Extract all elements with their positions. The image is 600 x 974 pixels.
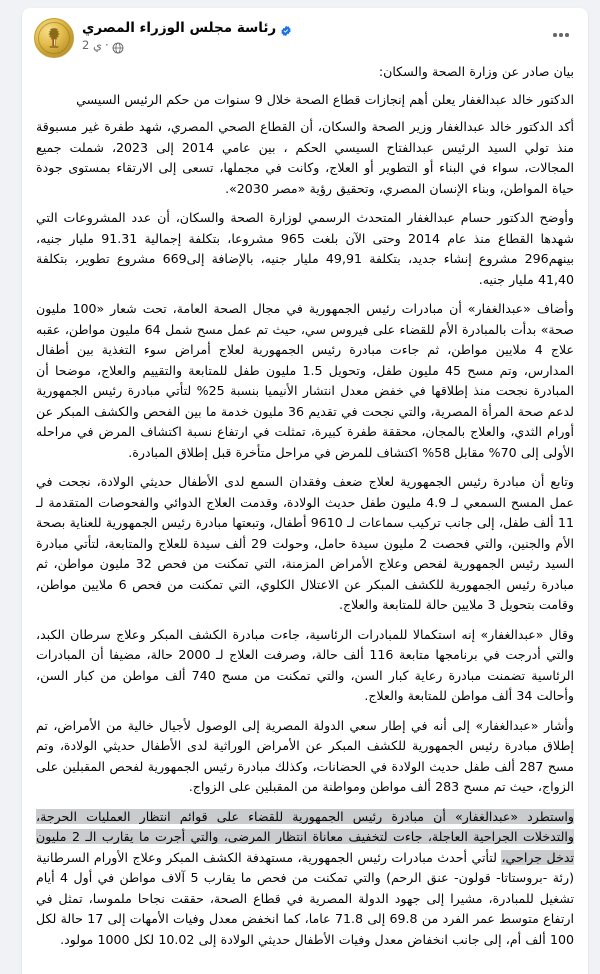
paragraph-waiting-lists [36, 807, 574, 951]
post-author-block [82, 18, 415, 52]
paragraph-liver-and-elderly: وقال «عبدالغفار» إنه استكمالا للمبادرات الرئاسية، جاءت مبادرة الكشف المبكر وعلاج سرطان الكبد، والتي أدرجت في برنامجها متابعة 116 ألف حالة، وصرفت العلاج لـ 2000 حالة، مضيفا أن المبادرات الرئاسية تضمنت مبادرة رعاية كبار السن، والتي تمكنت من مسح 740 ألف مواطن من كبار السن، وأحالت 34 ألف مواطن للمتابعة والعلاج. [36, 626, 575, 703]
selected-text-highlight: واستطرد «عبدالغفار» أن مبادرة رئيس الجمهورية للقضاء على قوائم انتظار العمليات الحرجة، والتدخلات الجراحية العاجلة، جاءت لتخفيف معاناة انتظار المرضى، والتي أجرت ما يقارب الـ 2 مليون تدخل جراحي، [36, 808, 574, 865]
eagle-emblem-icon [43, 26, 65, 50]
paragraph-hearing-and-care: وتابع أن مبادرة رئيس الجمهورية لعلاج ضعف وفقدان السمع لدى الأطفال حديثي الولادة، نجحت في عمل المسح السمعي لـ 4.9 مليون طفل حديث الولادة، وقدمت العلاج الدوائي والفحوصات المتقدمة لـ 11 ألف طفل، إلى جانب تركيب سماعات لـ 9610 أطفال، وتبعتها مبادرة رئيس الجمهورية للعناية بصحة الأم والجنين، والتي فحصت 2 مليون سيدة حامل، وحولت 29 ألف سيدة للعلاج والمتابعة، لتأتي مبادرة السيد رئيس الجمهورية لفحص وعلاج الأمراض المزمنة، التي تمكنت من فحص 32 مليون مواطن، ثم مبادرة رئيس الجمهورية للكشف المبكر عن الاعتلال الكلوي، التي تمكنت من فحص 6 ملايين مواطن، وقامت بتحويل 3 ملايين حالة للمتابعة والعلاج. [36, 474, 575, 612]
ellipsis-dot [565, 33, 569, 37]
paragraph-initiatives: وأضاف «عبدالغفار» أن مبادرات رئيس الجمهورية في مجال الصحة العامة، تحت شعار «100 مليون صحة» بدأت بالمبادرة الأم للقضاء على فيروس سي، حيث تم عمل مسح شمل 64 مليون مواطن، عقبه علاج 4 ملايين مواطن، ثم جاءت مبادرة رئيس الجمهورية لعلاج أمراض سوء التغذية بين أطفال المدارس، وتم مسح 45 مليون طفل، وتحويل 1.5 مليون طفل للمتابعة والتقييم والعلاج، موضحا أن المبادرة نجحت منذ إطلاقها في خفض معدل انتشار الأنيميا بنسبة 25% لتأتي مبادرة رئيس الجمهورية لدعم صحة المرأة المصرية، والتي نجحت في تقديم 36 مليون خدمة ما بين الفحص والكشف المبكر عن أورام الثدي، والعلاج بالمجان، محققة طفرة كبيرة، تمثلت في ارتفاع نسبة اكتشاف المرض في مراحله الأولى إلى 70% مقابل 58% اكتشاف للمرض في مراحل متأخرة قبل إطلاق المبادرة. [36, 301, 575, 460]
paragraph-statement-source: بيان صادر عن وزارة الصحة والسكان: [378, 64, 574, 79]
globe-public-icon[interactable] [112, 39, 124, 51]
verified-badge-icon [280, 22, 292, 34]
post-card [22, 8, 588, 974]
egyptian-cabinet-emblem-avatar[interactable] [34, 18, 74, 58]
post-header [22, 8, 588, 58]
paragraph-headline: الدكتور خالد عبدالغفار يعلن أهم إنجازات قطاع الصحة خلال 9 سنوات من حكم الرئيس السيسي [76, 91, 574, 107]
page-name[interactable]: رئاسة مجلس الوزراء المصري [82, 20, 277, 36]
paragraph-waiting-lists-rest: لتأتي أحدث مبادرات رئيس الجمهورية، مستهدفة الكشف المبكر وعلاج الأورام السرطانية (رئة -بروستاتا- قولون- عنق الرحم) والتي تمكنت من فحص ما يقارب 5 آلاف مواطن في أول 4 أيام تشغيل للمبادرة، مشيرا إلى جهود الدولة المصرية في قطاع الصحة، حققت نجاحا ملموسا، تمثل في ارتفاع متوسط عمر الفرد من 69.8 إلى 71.8 عاما، كما انخفض معدل وفيات الأمهات إلى 17 حالة لكل 100 ألف أم، إلى جانب انخفاض معدل وفيات الأطفال حديثي الولادة إلى 10.02 لكل 1000 مولود. [36, 849, 574, 947]
post-meta-row [82, 38, 124, 52]
post-timestamp[interactable]: 2 ي [82, 38, 102, 52]
ellipsis-dot [559, 33, 563, 37]
paragraph-genetic-and-premarital: وأشار «عبدالغفار» إلى أنه في إطار سعي الدولة المصرية إلى الوصول لأجيال خالية من الأمراض، تم إطلاق مبادرة رئيس الجمهورية للكشف المبكر عن الأمراض الوراثية لدى الأطفال حديثي الولادة، وتم مسح 287 ألف طفل حديث الولادة في الحضانات، وكذلك مبادرة رئيس الجمهورية لفحص المقبلين على الزواج، حيث تم مسح 283 ألف مواطن ومواطنة من المقبلين على الزواج. [36, 717, 574, 794]
paragraph-projects: وأوضح الدكتور حسام عبدالغفار المتحدث الرسمي لوزارة الصحة والسكان، أن عدد المشروعات التي شهدها القطاع منذ عام 2014 وحتى الآن بلغت 965 مشروعا، بتكلفة إجمالية 91.31 مليار جنيه، بينهم296 مشروع إنشاء جديد، بتكلفة 49,91 مليار جنيه، بالإضافة إلى669 مشروع تطوير، بتكلفة 41,40 مليار جنيه. [36, 210, 574, 287]
ellipsis-dot [553, 33, 557, 37]
author-name-row [82, 19, 292, 37]
post-body-text [22, 58, 588, 974]
paragraph-minister-intro: أكد الدكتور خالد عبدالغفار وزير الصحة والسكان، أن القطاع الصحي المصري، شهد طفرة غير مسبوقة منذ تولي السيد الرئيس عبدالفتاح السيسي الحكم ، بين عامي 2014 إلى 2023، شملت جميع المجالات، سواء في البناء أو التطوير أو العلاج، وكانت في مجملها، تسعى إلى الارتقاء بمستوى جودة حياة المواطن، وبناء الإنسان المصري، وتحقيق رؤية «مصر 2030». [36, 119, 574, 196]
more-options-ellipsis-icon[interactable] [546, 20, 576, 50]
meta-separator: · [105, 38, 109, 52]
